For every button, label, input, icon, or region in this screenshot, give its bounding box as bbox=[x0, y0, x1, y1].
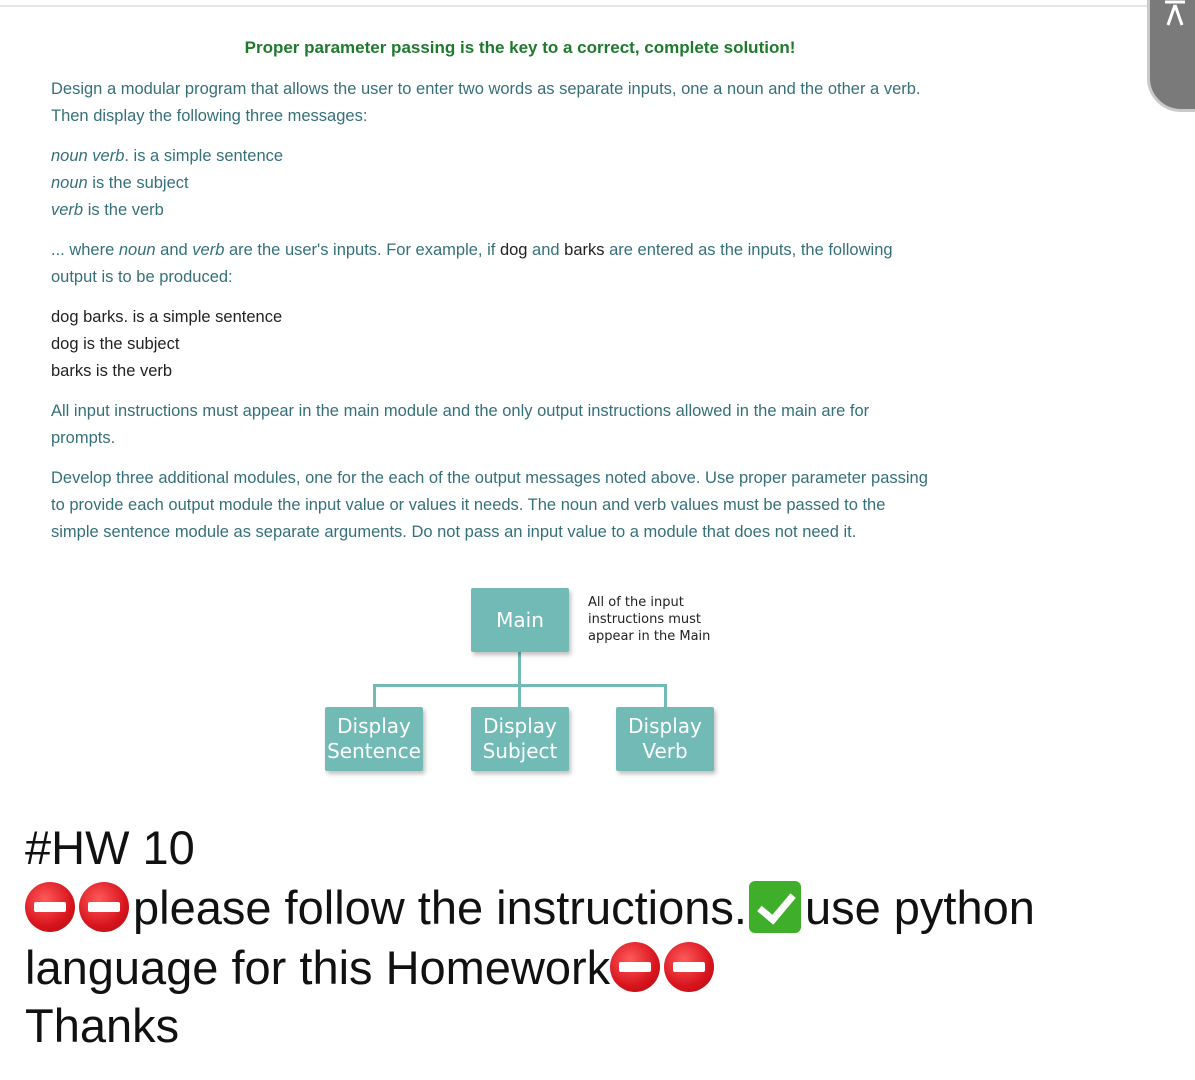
no-entry-icon bbox=[664, 942, 714, 992]
develop-paragraph bbox=[51, 465, 928, 546]
example-output-line: dog is the subject bbox=[51, 335, 180, 353]
intro-paragraph bbox=[51, 76, 921, 130]
pin-icon[interactable] bbox=[1162, 0, 1188, 27]
where-paragraph bbox=[51, 237, 893, 291]
display-subject-module-box: Display Subject bbox=[471, 707, 569, 771]
display-sentence-module-box: Display Sentence bbox=[325, 707, 423, 771]
message-template: noun is the subject bbox=[51, 174, 189, 192]
example-output-line: dog barks. is a simple sentence bbox=[51, 308, 283, 326]
message-template: noun verb. is a simple sentence bbox=[51, 147, 284, 165]
page-title: Proper parameter passing is the key to a correct, complete solution! bbox=[244, 38, 796, 57]
intro-line-2: Then display the following three messages: bbox=[51, 107, 368, 125]
check-mark-button-icon bbox=[749, 881, 801, 933]
message-template-list bbox=[51, 143, 283, 224]
no-entry-icon bbox=[610, 942, 660, 992]
where-line-1: ... where noun and verb are the user's inputs. For example, if dog and barks are entered as the inputs, the following bbox=[51, 241, 893, 259]
no-entry-icon bbox=[25, 882, 75, 932]
top-divider bbox=[0, 5, 1150, 7]
input-rule-line-1: All input instructions must appear in the main module and the only output instructions allowed in the main are for bbox=[51, 402, 870, 420]
main-module-box bbox=[471, 588, 569, 652]
message-line-2: please follow the instructions. use python bbox=[25, 878, 1035, 938]
homework-title: #HW 10 bbox=[25, 821, 195, 874]
no-entry-icon bbox=[79, 882, 129, 932]
input-rule-line-2: prompts. bbox=[51, 429, 116, 447]
example-output-line: barks is the verb bbox=[51, 362, 173, 380]
where-line-2: output is to be produced: bbox=[51, 268, 233, 286]
connector-vertical-main bbox=[518, 652, 521, 686]
develop-line-2: to provide each output module the input value or values it needs. The noun and verb values must be passed to the bbox=[51, 496, 886, 514]
display-verb-module-box: Display Verb bbox=[616, 707, 714, 771]
develop-line-3: simple sentence module as separate arguments. Do not pass an input value to a module that does not need it. bbox=[51, 523, 857, 541]
message-line-3: language for this Homework bbox=[25, 938, 718, 998]
message-template: verb is the verb bbox=[51, 201, 164, 219]
input-rule-paragraph bbox=[51, 398, 869, 452]
side-panel-handle[interactable] bbox=[1147, 0, 1195, 112]
main-module-label: Main bbox=[496, 607, 544, 632]
connector-right bbox=[664, 684, 667, 708]
example-output-list bbox=[51, 304, 282, 385]
intro-line-1: Design a modular program that allows the user to enter two words as separate inputs, one a noun and the other a verb. bbox=[51, 80, 921, 98]
thanks-text: Thanks bbox=[25, 999, 180, 1052]
connector-left bbox=[373, 684, 376, 708]
develop-line-1: Develop three additional modules, one for the each of the output messages noted above. Use proper parameter passing bbox=[51, 469, 928, 487]
main-module-note: All of the input instructions must appear in the Main bbox=[588, 595, 711, 644]
connector-center bbox=[518, 684, 521, 708]
